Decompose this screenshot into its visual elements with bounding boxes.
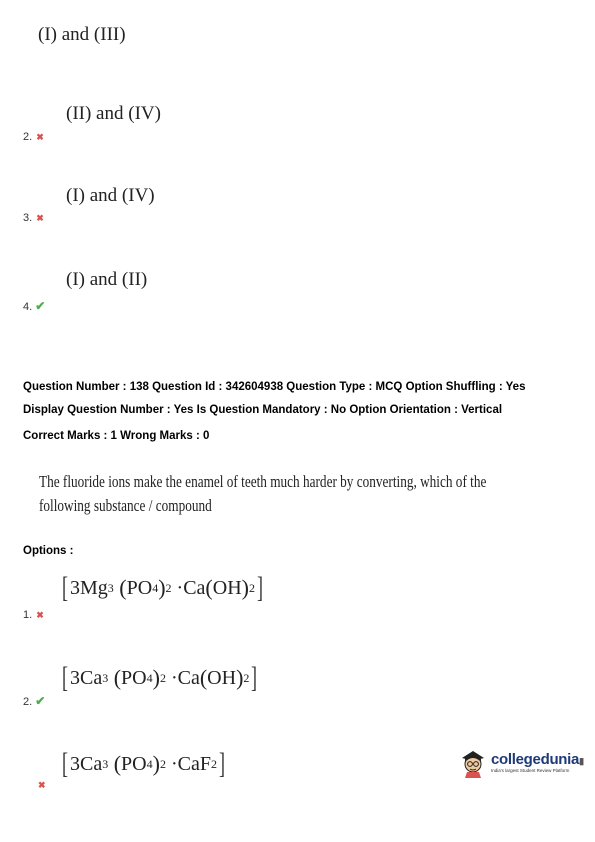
option-3-marker xyxy=(34,779,46,791)
prev-option-text-1: (I) and (III) xyxy=(38,24,126,45)
check-icon: ✔ xyxy=(35,694,46,708)
dot: · xyxy=(165,752,178,775)
paren: ) xyxy=(241,575,249,600)
collegedunia-logo xyxy=(458,746,584,778)
formula-sub: 4 xyxy=(146,670,153,685)
paren: ( xyxy=(113,575,127,600)
formula-part: PO xyxy=(121,752,147,775)
paren: ) xyxy=(158,575,166,600)
option-1-marker xyxy=(23,609,44,621)
paren: ( xyxy=(108,665,122,690)
bracket-open: [ xyxy=(62,571,68,604)
bracket-close: ] xyxy=(256,571,263,604)
dot: · xyxy=(171,576,184,599)
formula-part: Ca xyxy=(183,576,206,599)
formula-part: Ca xyxy=(177,666,200,689)
paren: ( xyxy=(205,575,213,600)
dot: · xyxy=(165,666,178,689)
formula-sub: 2 xyxy=(243,670,250,685)
option-number: 3. xyxy=(23,212,33,224)
option-2-marker xyxy=(23,694,45,708)
mascot-icon xyxy=(458,746,488,778)
logo-tagline: India's largest Student Review Platform xyxy=(491,768,570,773)
paren: ) xyxy=(152,665,160,690)
formula-part: PO xyxy=(121,666,147,689)
formula-sub: 2 xyxy=(210,756,217,771)
paren: ) xyxy=(152,751,160,776)
option-1-formula xyxy=(60,573,265,603)
formula-sub: 2 xyxy=(159,670,166,685)
question-meta-line-1: Question Number : 138 Question Id : 342604938 Question Type : MCQ Option Shuffling : Yes xyxy=(23,381,526,393)
formula-part: 3Ca xyxy=(70,666,103,689)
option-number: 1. xyxy=(23,609,33,621)
bracket-close: ] xyxy=(251,661,258,694)
prev-option-text-2: (II) and (IV) xyxy=(66,103,161,124)
check-icon: ✔ xyxy=(35,299,46,313)
formula-sub: 2 xyxy=(248,580,255,595)
formula-sub: 2 xyxy=(159,756,166,771)
option-number: 2. xyxy=(23,696,33,708)
paren: ) xyxy=(236,665,244,690)
prev-option-2-marker xyxy=(23,131,44,143)
bracket-open: [ xyxy=(62,747,68,780)
paren: ( xyxy=(108,751,122,776)
formula-part: OH xyxy=(207,666,237,689)
formula-sub: 2 xyxy=(165,580,172,595)
option-number: 2. xyxy=(23,131,33,143)
option-2-formula xyxy=(60,663,259,693)
formula-part: 3Mg xyxy=(70,576,108,599)
prev-option-text-3: (I) and (IV) xyxy=(66,185,155,206)
cross-icon: ✖ xyxy=(36,610,44,620)
formula-part: 3Ca xyxy=(70,752,103,775)
cross-icon: ✖ xyxy=(38,780,46,790)
formula-sub: 3 xyxy=(102,756,109,771)
question-meta-line-3: Correct Marks : 1 Wrong Marks : 0 xyxy=(23,430,210,442)
prev-option-3-marker xyxy=(23,212,44,224)
option-number: 4. xyxy=(23,301,33,313)
question-text-line-2: following substance / compound xyxy=(39,496,212,515)
cross-icon: ✖ xyxy=(36,213,44,223)
question-meta-line-2: Display Question Number : Yes Is Question Mandatory : No Option Orientation : Vertical xyxy=(23,404,503,416)
formula-sub: 4 xyxy=(146,756,153,771)
formula-part: PO xyxy=(126,576,153,599)
prev-option-4-marker xyxy=(23,299,45,313)
option-3-formula xyxy=(60,749,227,779)
logo-wordmark: collegedunia▮ xyxy=(491,751,584,768)
question-text-line-1: The fluoride ions make the enamel of teeth much harder by converting, which of the xyxy=(39,472,487,491)
bracket-open: [ xyxy=(62,661,68,694)
paren: ( xyxy=(199,665,208,690)
cross-icon: ✖ xyxy=(36,132,44,142)
formula-sub: 4 xyxy=(152,580,159,595)
formula-part: OH xyxy=(212,576,242,599)
formula-sub: 3 xyxy=(107,580,114,595)
options-label: Options : xyxy=(23,545,74,557)
formula-sub: 3 xyxy=(102,670,109,685)
formula-part: CaF xyxy=(177,752,211,775)
bracket-close: ] xyxy=(218,747,225,780)
prev-option-text-4: (I) and (II) xyxy=(66,269,148,290)
